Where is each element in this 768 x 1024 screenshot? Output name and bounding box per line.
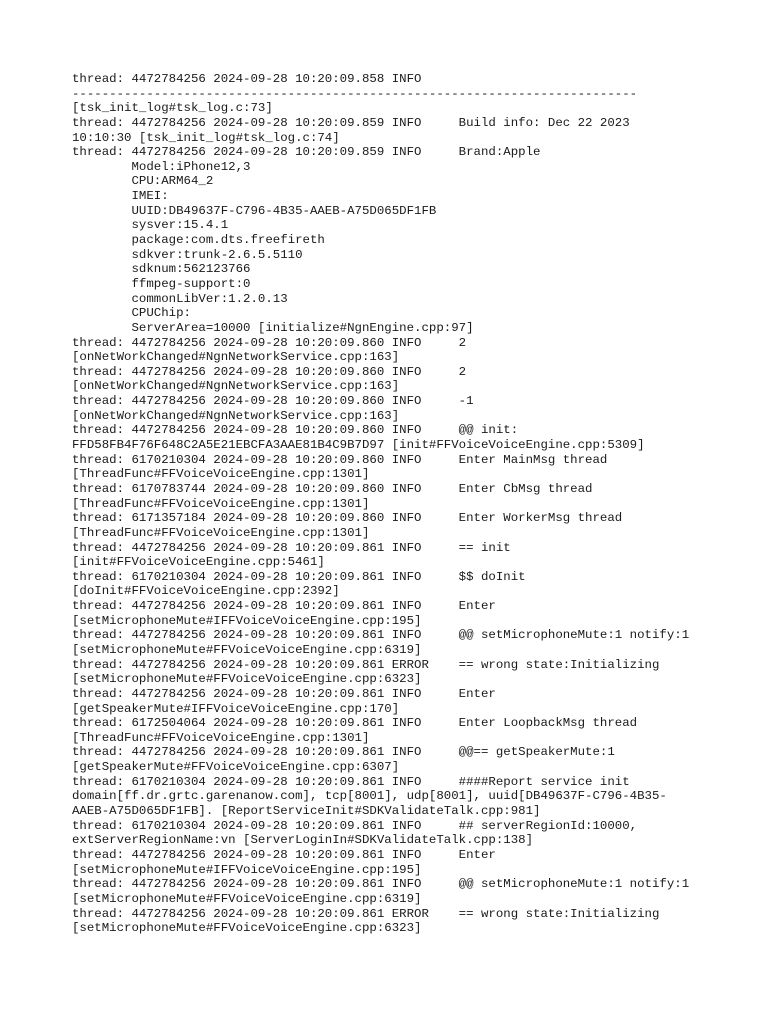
log-line: sdknum:562123766 bbox=[72, 262, 251, 277]
log-line: sysver:15.4.1 bbox=[72, 218, 229, 233]
log-line: [setMicrophoneMute#IFFVoiceVoiceEngine.cpp:195] bbox=[72, 862, 422, 877]
log-line: sdkver:trunk-2.6.5.5110 bbox=[72, 247, 303, 262]
log-line: ---------------------------------------------------------------------------- bbox=[72, 86, 638, 101]
log-line: UUID:DB49637F-C796-4B35-AAEB-A75D065DF1FB bbox=[72, 203, 437, 218]
log-text-block bbox=[72, 72, 752, 936]
log-line: thread: 4472784256 2024-09-28 10:20:09.861 INFO @@ setMicrophoneMute:1 notify:1 bbox=[72, 628, 690, 643]
log-line: [ThreadFunc#FFVoiceVoiceEngine.cpp:1301] bbox=[72, 496, 370, 511]
log-line: thread: 4472784256 2024-09-28 10:20:09.861 ERROR == wrong state:Initializing bbox=[72, 657, 660, 672]
log-line: [getSpeakerMute#IFFVoiceVoiceEngine.cpp:170] bbox=[72, 701, 400, 716]
log-line: [getSpeakerMute#FFVoiceVoiceEngine.cpp:6307] bbox=[72, 760, 400, 775]
log-line: CPU:ARM64_2 bbox=[72, 174, 214, 189]
log-line: thread: 4472784256 2024-09-28 10:20:09.861 ERROR == wrong state:Initializing bbox=[72, 906, 660, 921]
log-line: [onNetWorkChanged#NgnNetworkService.cpp:163] bbox=[72, 350, 400, 365]
log-line: extServerRegionName:vn [ServerLoginIn#SDKValidateTalk.cpp:138] bbox=[72, 833, 534, 848]
log-line: domain[ff.dr.grtc.garenanow.com], tcp[8001], udp[8001], uuid[DB49637F-C796-4B35- bbox=[72, 789, 667, 804]
log-line: thread: 6172504064 2024-09-28 10:20:09.861 INFO Enter LoopbackMsg thread bbox=[72, 716, 638, 731]
log-line: [ThreadFunc#FFVoiceVoiceEngine.cpp:1301] bbox=[72, 525, 370, 540]
log-line: thread: 4472784256 2024-09-28 10:20:09.859 INFO Brand:Apple bbox=[72, 145, 541, 160]
log-line: [setMicrophoneMute#FFVoiceVoiceEngine.cpp:6319] bbox=[72, 642, 422, 657]
log-line: FFD58FB4F76F648C2A5E21EBCFA3AAE81B4C9B7D97 [init#FFVoiceVoiceEngine.cpp:5309] bbox=[72, 438, 645, 453]
log-line: [setMicrophoneMute#FFVoiceVoiceEngine.cpp:6323] bbox=[72, 672, 422, 687]
log-line: thread: 4472784256 2024-09-28 10:20:09.860 INFO 2 bbox=[72, 335, 467, 350]
log-line: thread: 6170210304 2024-09-28 10:20:09.861 INFO ## serverRegionId:10000, bbox=[72, 818, 638, 833]
log-line: thread: 6170783744 2024-09-28 10:20:09.860 INFO Enter CbMsg thread bbox=[72, 481, 593, 496]
log-line: thread: 4472784256 2024-09-28 10:20:09.860 INFO -1 bbox=[72, 394, 474, 409]
log-line: ffmpeg-support:0 bbox=[72, 276, 251, 291]
log-line: thread: 4472784256 2024-09-28 10:20:09.858 INFO bbox=[72, 72, 422, 86]
log-line: package:com.dts.freefireth bbox=[72, 233, 325, 248]
log-line: [setMicrophoneMute#FFVoiceVoiceEngine.cpp:6319] bbox=[72, 891, 422, 906]
log-line: [setMicrophoneMute#IFFVoiceVoiceEngine.cpp:195] bbox=[72, 613, 422, 628]
log-line: thread: 6171357184 2024-09-28 10:20:09.860 INFO Enter WorkerMsg thread bbox=[72, 511, 623, 526]
log-line: thread: 4472784256 2024-09-28 10:20:09.861 INFO @@ setMicrophoneMute:1 notify:1 bbox=[72, 877, 690, 892]
log-line: Model:iPhone12,3 bbox=[72, 159, 251, 174]
log-line: [doInit#FFVoiceVoiceEngine.cpp:2392] bbox=[72, 584, 340, 599]
log-line: thread: 6170210304 2024-09-28 10:20:09.861 INFO $$ doInit bbox=[72, 569, 526, 584]
log-line: thread: 6170210304 2024-09-28 10:20:09.861 INFO ####Report service init bbox=[72, 774, 630, 789]
log-line: IMEI: bbox=[72, 189, 169, 204]
log-line: thread: 6170210304 2024-09-28 10:20:09.860 INFO Enter MainMsg thread bbox=[72, 452, 608, 467]
log-line: thread: 4472784256 2024-09-28 10:20:09.861 INFO Enter bbox=[72, 599, 496, 614]
log-line: thread: 4472784256 2024-09-28 10:20:09.859 INFO Build info: Dec 22 2023 bbox=[72, 115, 630, 130]
log-line: thread: 4472784256 2024-09-28 10:20:09.860 INFO 2 bbox=[72, 364, 467, 379]
log-line: 10:10:30 [tsk_init_log#tsk_log.c:74] bbox=[72, 130, 340, 145]
log-line: CPUChip: bbox=[72, 306, 191, 321]
log-line: thread: 4472784256 2024-09-28 10:20:09.861 INFO Enter bbox=[72, 847, 496, 862]
log-line: [tsk_init_log#tsk_log.c:73] bbox=[72, 101, 273, 116]
log-line: [setMicrophoneMute#FFVoiceVoiceEngine.cpp:6323] bbox=[72, 921, 422, 936]
log-line: ServerArea=10000 [initialize#NgnEngine.cpp:97] bbox=[72, 320, 474, 335]
log-line: thread: 4472784256 2024-09-28 10:20:09.860 INFO @@ init: bbox=[72, 423, 519, 438]
log-line: [ThreadFunc#FFVoiceVoiceEngine.cpp:1301] bbox=[72, 730, 370, 745]
log-line: thread: 4472784256 2024-09-28 10:20:09.861 INFO @@== getSpeakerMute:1 bbox=[72, 745, 615, 760]
log-line: [init#FFVoiceVoiceEngine.cpp:5461] bbox=[72, 555, 325, 570]
log-line: commonLibVer:1.2.0.13 bbox=[72, 291, 288, 306]
log-line: thread: 4472784256 2024-09-28 10:20:09.861 INFO == init bbox=[72, 540, 511, 555]
log-line: [onNetWorkChanged#NgnNetworkService.cpp:163] bbox=[72, 379, 400, 394]
log-line: AAEB-A75D065DF1FB]. [ReportServiceInit#SDKValidateTalk.cpp:981] bbox=[72, 804, 541, 819]
log-line: thread: 4472784256 2024-09-28 10:20:09.861 INFO Enter bbox=[72, 686, 496, 701]
log-line: [onNetWorkChanged#NgnNetworkService.cpp:163] bbox=[72, 408, 400, 423]
log-line: [ThreadFunc#FFVoiceVoiceEngine.cpp:1301] bbox=[72, 467, 370, 482]
